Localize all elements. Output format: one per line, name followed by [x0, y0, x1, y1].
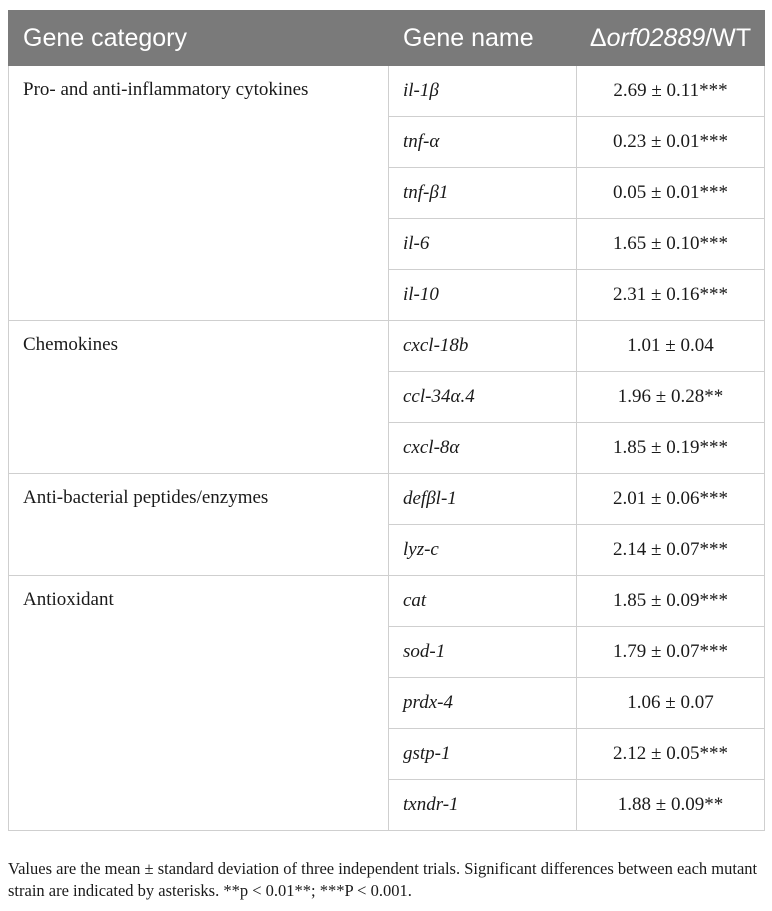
gene-name-cell: il-1β	[389, 66, 577, 117]
header-fold-change	[577, 11, 765, 66]
fold-change-cell: 2.12 ± 0.05***	[577, 729, 765, 780]
gene-category-cell: Pro- and anti-inflammatory cytokines	[9, 66, 389, 321]
table-row	[9, 321, 765, 372]
gene-name-cell: defβl-1	[389, 474, 577, 525]
gene-name-cell: cxcl-8α	[389, 423, 577, 474]
gene-expression-table	[8, 10, 765, 831]
gene-name-cell: prdx-4	[389, 678, 577, 729]
gene-name-cell: ccl-34α.4	[389, 372, 577, 423]
table-row	[9, 474, 765, 525]
table-body	[9, 66, 765, 831]
gene-category-cell: Antioxidant	[9, 576, 389, 831]
fold-change-cell: 1.85 ± 0.09***	[577, 576, 765, 627]
table-row	[9, 576, 765, 627]
gene-name-cell: tnf-α	[389, 117, 577, 168]
gene-name-cell: cxcl-18b	[389, 321, 577, 372]
header-row	[9, 11, 765, 66]
gene-category-cell: Chemokines	[9, 321, 389, 474]
gene-name-cell: sod-1	[389, 627, 577, 678]
fold-change-cell: 0.05 ± 0.01***	[577, 168, 765, 219]
fold-change-cell: 1.85 ± 0.19***	[577, 423, 765, 474]
header-strain-name: orf02889	[606, 23, 706, 52]
header-delta-symbol: Δ	[589, 23, 607, 52]
fold-change-cell: 2.31 ± 0.16***	[577, 270, 765, 321]
fold-change-cell: 1.01 ± 0.04	[577, 321, 765, 372]
fold-change-cell: 1.65 ± 0.10***	[577, 219, 765, 270]
header-ratio-suffix: /WT	[705, 23, 752, 52]
fold-change-cell: 2.01 ± 0.06***	[577, 474, 765, 525]
gene-name-cell: il-6	[389, 219, 577, 270]
fold-change-cell: 1.79 ± 0.07***	[577, 627, 765, 678]
gene-name-cell: txndr-1	[389, 780, 577, 831]
fold-change-cell: 1.88 ± 0.09**	[577, 780, 765, 831]
fold-change-cell: 2.14 ± 0.07***	[577, 525, 765, 576]
gene-expression-table-container	[8, 10, 764, 831]
header-gene-category: Gene category	[9, 11, 389, 66]
gene-name-cell: lyz-c	[389, 525, 577, 576]
gene-name-cell: il-10	[389, 270, 577, 321]
header-gene-name: Gene name	[389, 11, 577, 66]
fold-change-cell: 1.96 ± 0.28**	[577, 372, 765, 423]
table-footnote: Values are the mean ± standard deviation of three independent trials. Significant differences between each mutant strain are indicated by asterisks. **p < 0.01**; ***P < 0.001.	[8, 859, 758, 900]
gene-name-cell: cat	[389, 576, 577, 627]
table-header	[9, 11, 765, 66]
fold-change-cell: 1.06 ± 0.07	[577, 678, 765, 729]
gene-name-cell: tnf-β1	[389, 168, 577, 219]
fold-change-cell: 2.69 ± 0.11***	[577, 66, 765, 117]
gene-name-cell: gstp-1	[389, 729, 577, 780]
gene-category-cell: Anti-bacterial peptides/enzymes	[9, 474, 389, 576]
table-row	[9, 66, 765, 117]
fold-change-cell: 0.23 ± 0.01***	[577, 117, 765, 168]
